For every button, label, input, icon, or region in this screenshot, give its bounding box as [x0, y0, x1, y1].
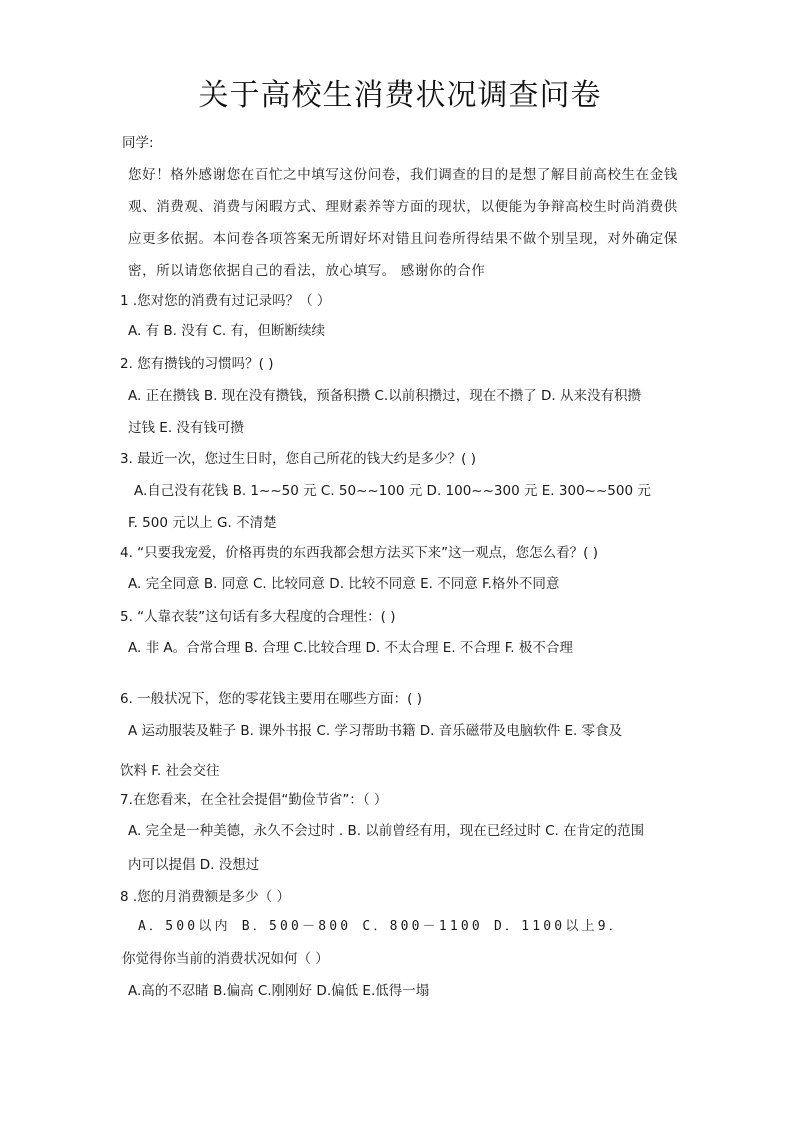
question-7-options-line-1: A. 完全是一种美德，永久不会过时 . B. 以前曾经有用，现在已经过时 C. 在肯定的范围 [128, 823, 645, 839]
question-8-options: A．500以内 B．500－800 C．800－1100 D．1100以上9． [138, 919, 625, 934]
intro-line-3: 应更多依据。本问卷各项答案无所谓好坏对错且问卷所得结果不做个别呈现，对外确定保 [128, 231, 678, 247]
question-5: 5. “人靠衣装”这句话有多大程度的合理性：( ) [120, 609, 396, 625]
question-3-options-line-2: F. 500 元以上 G. 不清楚 [128, 515, 277, 531]
question-6-options-line-2: 饮料 F. 社会交往 [120, 763, 220, 779]
intro-line-1: 您好！格外感谢您在百忙之中填写这份问卷，我们调查的目的是想了解目前高校生在金钱 [128, 167, 678, 183]
question-1-options: A. 有 B. 没有 C. 有，但断断续续 [128, 323, 326, 339]
question-8: 8 .您的月消费额是多少（ ） [120, 889, 290, 905]
question-3: 3. 最近一次，您过生日时，您自己所花的钱大约是多少？( ) [120, 451, 476, 467]
question-2-options-line-2: 过钱 E. 没有钱可攒 [128, 420, 244, 436]
salutation: 同学: [122, 135, 154, 151]
question-2: 2. 您有攒钱的习惯吗？( ) [120, 356, 274, 372]
question-4-options: A. 完全同意 B. 同意 C. 比较同意 D. 比较不同意 E. 不同意 F.格外不同意 [128, 576, 560, 592]
intro-line-2: 观、消费观、消费与闲暇方式、理财素养等方面的现状，以便能为争辩高校生时尚消费供 [128, 199, 678, 215]
question-6: 6. 一般状况下，您的零花钱主要用在哪些方面：( ) [120, 691, 422, 707]
question-4: 4. “只要我宠爱，价格再贵的东西我都会想方法买下来”这一观点，您怎么看？( ) [120, 545, 598, 561]
question-9: 你觉得你当前的消费状况如何（ ） [122, 951, 329, 967]
intro-line-4: 密，所以请您依据自己的看法，放心填写。 感谢你的合作 [128, 263, 486, 279]
question-6-options-line-1: A 运动服装及鞋子 B. 课外书报 C. 学习帮助书籍 D. 音乐磁带及电脑软件 E. 零食及 [128, 723, 623, 739]
question-2-options-line-1: A. 正在攒钱 B. 现在没有攒钱，预备积攒 C.以前积攒过，现在不攒了 D. 从来没有积攒 [128, 388, 641, 404]
question-7-options-line-2: 内可以提倡 D. 没想过 [128, 857, 260, 873]
question-1: 1 .您对您的消费有过记录吗？（ ） [120, 293, 331, 309]
question-7: 7.在您看来，在全社会提倡“勤俭节省”：（ ） [120, 792, 388, 808]
page-title: 关于高校生消费状况调查问卷 [198, 78, 602, 113]
question-3-options-line-1: A.自己没有花钱 B. 1~~50 元 C. 50~~100 元 D. 100~~300 元 E. 300~~500 元 [134, 483, 651, 499]
question-5-options: A. 非 A。合常合理 B. 合理 C.比较合理 D. 不太合理 E. 不合理 F. 极不合理 [128, 640, 573, 656]
question-9-options: A.高的不忍睹 B.偏高 C.刚刚好 D.偏低 E.低得一塌 [128, 983, 430, 999]
